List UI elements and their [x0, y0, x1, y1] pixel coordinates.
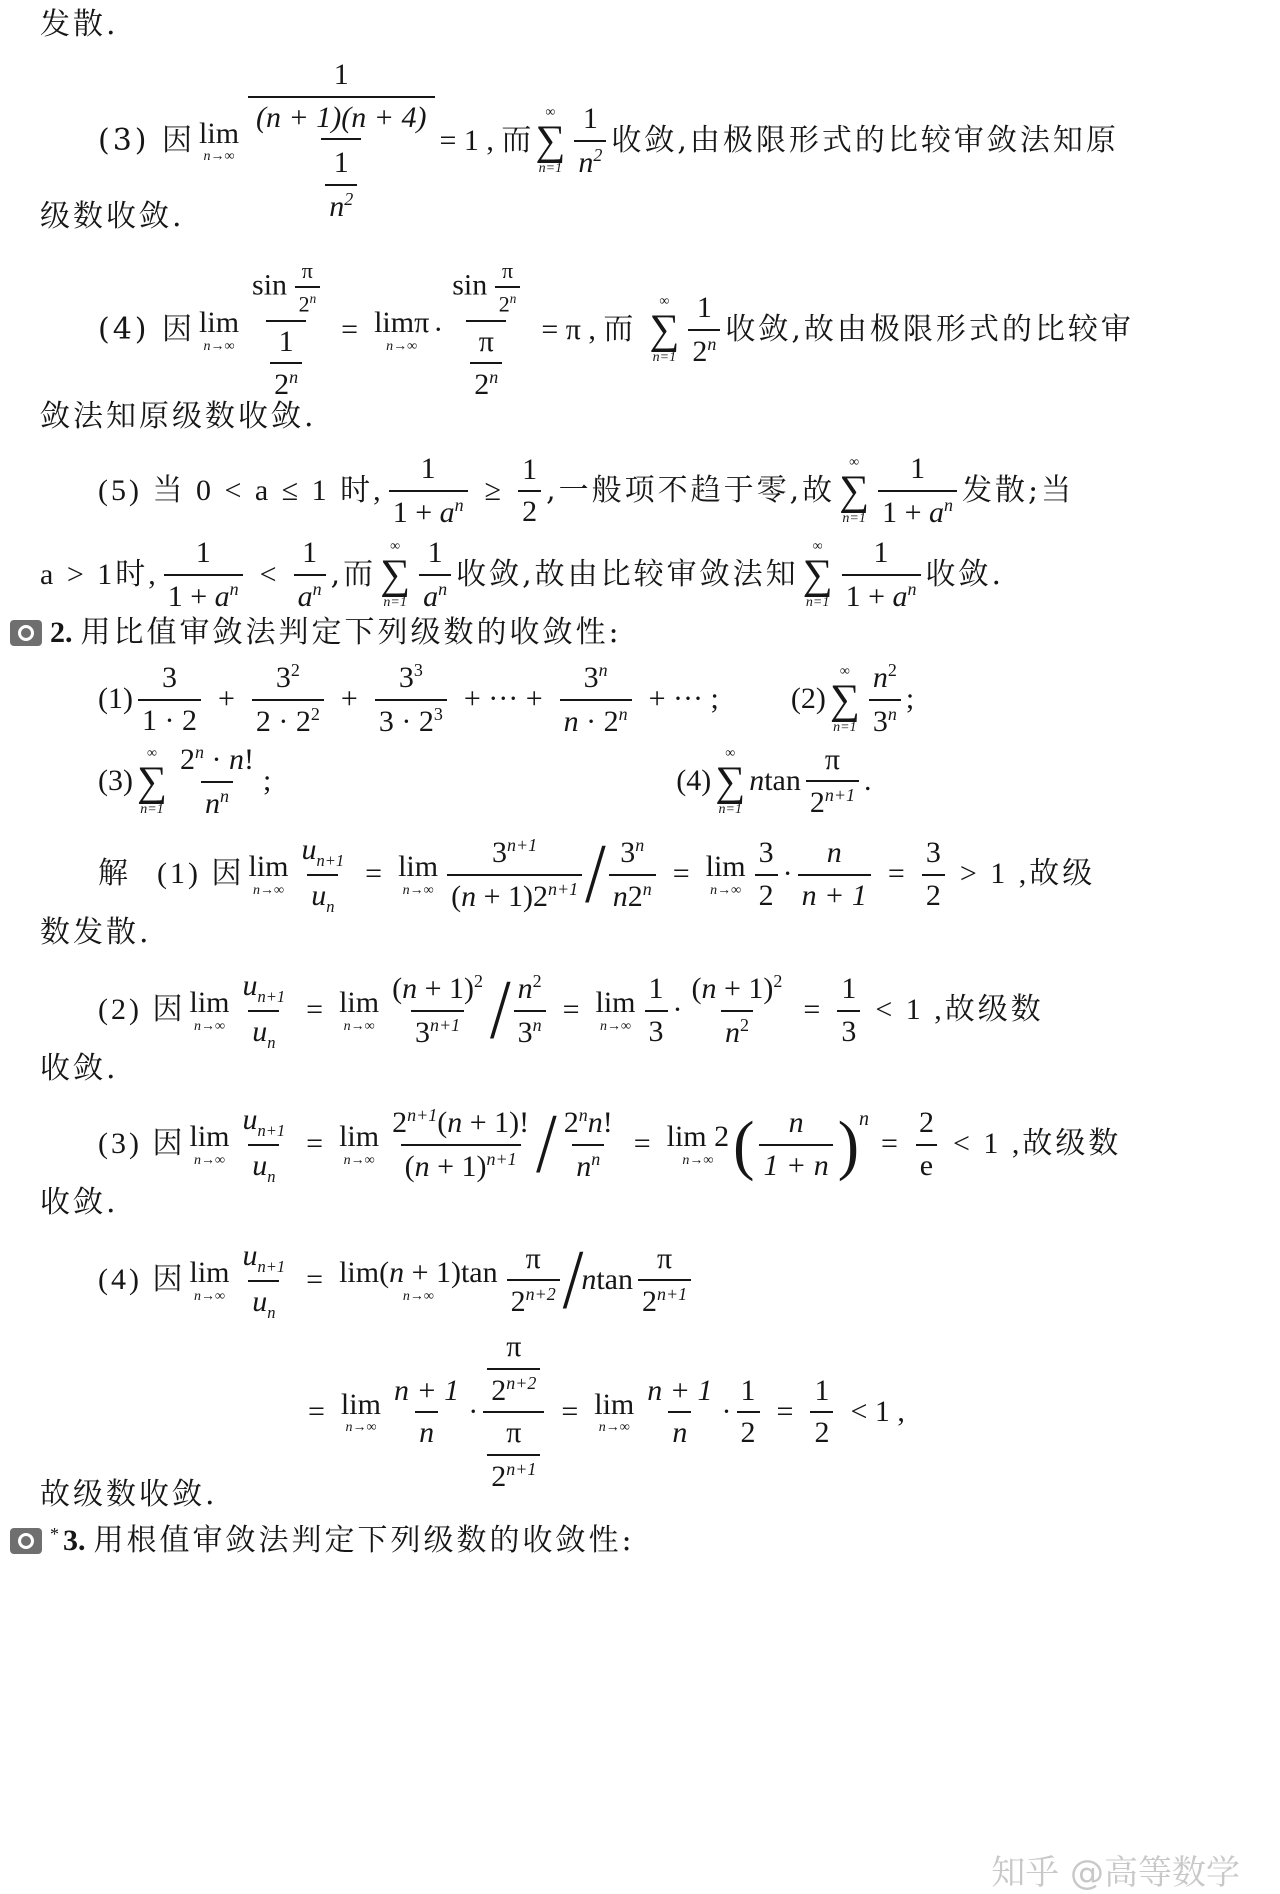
line-item-5: (5) 当 0 < a ≤ 1 时, $\frac{1}{1 + a^n}$ ≥ $\frac{1}{2}$ ,一般项不趋于零,故 ∞ ∑ n=1 $\frac{1}{1 + a^n}$ 发散;当 — [98, 452, 1075, 529]
text-diverge-when: 发散;当 — [962, 472, 1075, 508]
fraction-sin-over-2n: sin $\frac{\pi}{2^n}$ $\frac{1}{2^n}$ — [248, 258, 324, 403]
line-diverge — [0, 916, 1280, 951]
fraction-sin-over-pi: sin $\frac{\pi}{2^n}$ $\frac{\pi}{2^n}$ — [448, 258, 524, 403]
magnifier-icon — [10, 620, 42, 646]
num-1: 1 — [333, 58, 349, 91]
line-conclusion-4 — [0, 400, 1280, 435]
part-4-label: (4) — [676, 764, 712, 798]
text-series-diverges: 数发散. — [40, 915, 152, 950]
watermark: 知乎 @高等数学 — [991, 1853, 1240, 1893]
text-by-comparison: 收敛,故由比较审敛法知 — [456, 556, 799, 592]
n-squared: $n^2$ — [325, 184, 357, 225]
line-item-4: (4) 因 lim n→∞ sin $\frac{\pi}{2^n}$ $\frac{1}{2^n}$ = limπ n→∞ · sin $\frac{\pi}{2^n}$ $\frac{\pi}{2^n}$ = π , 而 ∞ ∑ n=1 $\frac{1}{2^n}$ 收敛,故由极限形式的比较审 — [98, 258, 1134, 402]
text-conclusion-4: 敛法知原级数收敛. — [40, 399, 317, 434]
label-item-4: (4) 因 — [98, 312, 196, 348]
text-while: ,而 — [330, 556, 377, 592]
text-converges-2: 收敛. — [40, 1051, 119, 1086]
part-1-label: (1) — [98, 682, 133, 716]
sum-symbol: ∞ ∑ n=1 — [535, 105, 566, 176]
problem-2-parts-1-2: (1) $\frac{3}{1 \cdot 2}$ + $\frac{3^2}{2 \cdot 2^2}$ + $\frac{3^3}{3 \cdot 2^3}$ + ··· + $\frac{3^n}{n \cdot 2^n}$ + ··· ; (2) ∞ ∑ n=1 $\frac{n^2}{3^n}$ ; — [98, 660, 915, 738]
problem-title-3: 用根值审敛法判定下列级数的收敛性: — [93, 1523, 635, 1558]
solution-2: (2) 因 lim n→∞ $\frac{u_{n+1}}{u_n}$ = lim n→∞ $\frac{(n + 1)^2}{3^{n+1}}$ / $\frac{n^2}{3^n}$ = lim n→∞ $\frac{1}{3}$ · $\frac{(n + 1)^2}{n^2}$ = $\frac{1}{3}$ < 1 ,故级数 — [98, 962, 1044, 1058]
problem-number-3: 3. — [63, 1524, 86, 1557]
solution-part-2-label: (2) 因 — [98, 993, 186, 1027]
line-divergent — [0, 8, 1280, 43]
problem-2-parts-3-4: (3) ∞ ∑ n=1 $\frac{2^n \cdot n!}{n^n}$ ; (4) ∞ ∑ n=1 ntan $\frac{\pi}{2^{n+1}}$ . — [98, 742, 872, 820]
part-3-label: (3) — [98, 764, 133, 798]
text-converge-compare: 收敛,由极限形式的比较审敛法知原 — [611, 122, 1119, 158]
magnifier-icon — [10, 1528, 42, 1554]
one: 1 — [333, 146, 349, 179]
text-series-converge: 级数收敛. — [40, 199, 185, 234]
one-over-n2-term: $\frac{1}{n^2}$ — [574, 102, 606, 180]
text-less-one-2: < 1 ,故级数 — [875, 993, 1044, 1027]
problem-number: 2. — [50, 616, 73, 649]
inner-num: (n + 1)(n + 4) — [256, 100, 427, 134]
line-converge-3 — [0, 1186, 1280, 1221]
solution-part-1-label: (1) 因 — [157, 857, 245, 891]
text-less-one-3: < 1 ,故级数 — [952, 1127, 1122, 1161]
eq-one: = 1 , 而 — [439, 123, 532, 157]
solution-1: 解 (1) 因 lim n→∞ $\frac{u_{n+1}}{u_n}$ = lim n→∞ $\frac{3^{n+1}}{(n + 1)2^{n+1}}$ / $\frac{3^n}{n2^n}$ = lim n→∞ $\frac{3}{2}$ · $\frac{n}{n + 1}$ = $\frac{3}{2}$ > 1 ,故级 — [98, 826, 1096, 922]
part-2-label: (2) — [790, 682, 826, 716]
solution-4-cont: = lim n→∞ $\frac{n + 1}{n}$ · $\frac{\frac{\pi}{2^{n+2}}}{\frac{\pi}{2^{n+1}}}$ = lim n→∞ $\frac{n + 1}{n}$ · $\frac{1}{2}$ = $\frac{1}{2}$ < 1 , — [308, 1330, 905, 1493]
sum-symbol: ∞ ∑ n=1 — [649, 294, 680, 366]
problem-2-heading — [0, 616, 1280, 651]
text-general-term: ,一般项不趋于零,故 — [546, 472, 836, 508]
problem-3-heading — [0, 1524, 1280, 1559]
star-mark: * — [50, 1524, 59, 1544]
line-converge-2 — [0, 1052, 1280, 1087]
lim-symbol: lim n→∞ — [199, 306, 240, 354]
solution-part-4-label: (4) 因 — [98, 1263, 186, 1297]
text-converges-3: 收敛. — [40, 1185, 119, 1220]
solution-3: (3) 因 lim n→∞ $\frac{u_{n+1}}{u_n}$ = lim n→∞ $\frac{2^{n+1}(n + 1)!}{(n + 1)^{n+1}}$ / $\frac{2^nn!}{n^n}$ = lim 2 n→∞ ( $\frac{n}{1 + n}$ ) n = $\frac{2}{e}$ < 1 ,故级数 — [98, 1096, 1122, 1192]
text-final-converge: 故级数收敛. — [40, 1477, 218, 1512]
text-a-gt-1: a > 1时, — [40, 557, 159, 591]
lim-symbol: lim n→∞ — [199, 116, 240, 165]
solution-4: (4) 因 lim n→∞ $\frac{u_{n+1}}{u_n}$ = lim(n + 1)tan n→∞ $\frac{\pi}{2^{n+2}}$ / ntan $\frac{\pi}{2^{n+1}}$ — [0, 1238, 1280, 1323]
solution-part-3-label: (3) 因 — [98, 1127, 186, 1161]
line-a-gt-1: a > 1时, $\frac{1}{1 + a^n}$ < $\frac{1}{a^n}$ ,而 ∞ ∑ n=1 $\frac{1}{a^n}$ 收敛,故由比较审敛法知 ∞ ∑ n=1 $\frac{1}{1 + a^n}$ 收敛. — [40, 536, 1005, 613]
label-item-3: (3) 因 — [98, 122, 196, 158]
solution-label: 解 — [98, 856, 131, 892]
line-series-converge — [0, 200, 1280, 235]
line-final-converge — [0, 1478, 1280, 1513]
text-converges: 收敛. — [925, 556, 1005, 592]
text-greater-one: > 1 ,故级 — [959, 857, 1096, 891]
text-converge-compare-2: 收敛,故由极限形式的比较审 — [725, 312, 1134, 348]
text-divergent: 发散. — [40, 7, 119, 42]
label-item-5: (5) 当 0 < a ≤ 1 时, — [98, 473, 384, 507]
problem-title: 用比值审敛法判定下列级数的收敛性: — [80, 615, 622, 650]
lim-symbol-2: limπ n→∞ — [374, 306, 430, 354]
